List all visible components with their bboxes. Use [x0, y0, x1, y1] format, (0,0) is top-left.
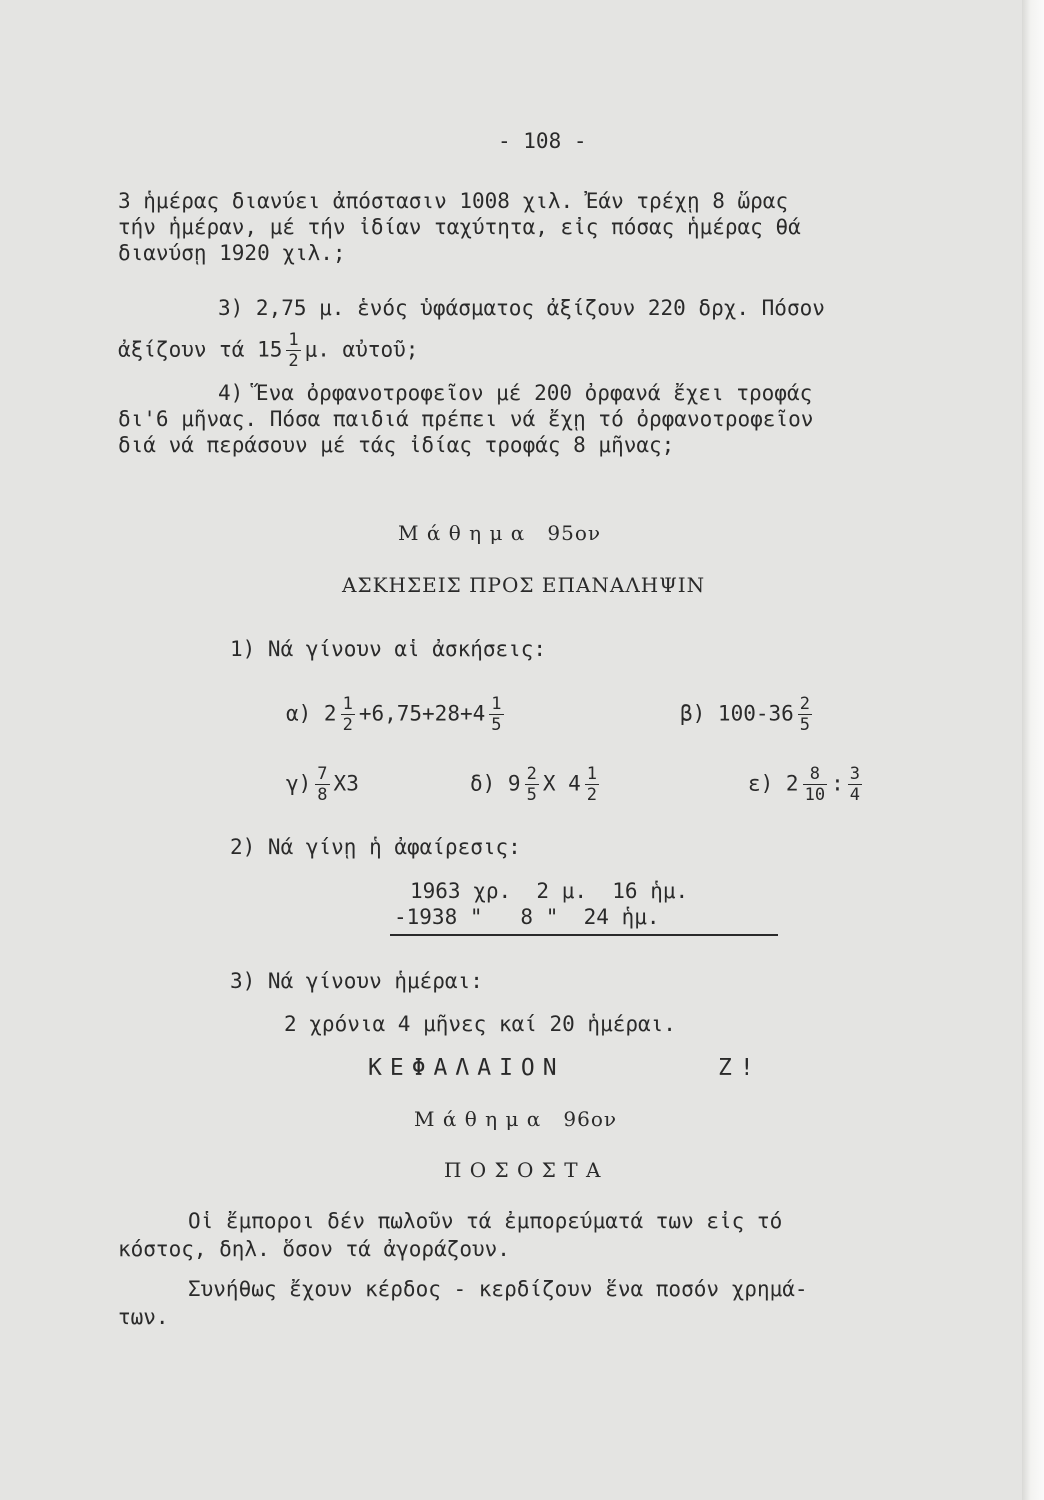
ex1-e-label: ε) 2 [748, 771, 799, 796]
fraction [585, 764, 599, 805]
frac-numerator: 3 [849, 764, 860, 784]
intro-line-2: τήν ἡμέραν, μέ τήν ἰδίαν ταχύτητα, εἰς πόσας ἡμέρας θά [118, 215, 801, 239]
problem3-line1: 3) 2,75 μ. ἑνός ὑφάσματος ἀξίζουν 220 δρχ. Πόσον [218, 296, 825, 320]
problem4-line1: 4) Ἕνα ὀρφανοτροφεῖον μέ 200 ὀρφανά ἔχει τροφάς [218, 381, 813, 405]
fraction [315, 764, 329, 805]
frac-denominator: 2 [288, 351, 299, 371]
ex1-label: 1) Νά γίνουν αἱ ἀσκήσεις: [230, 637, 547, 661]
lesson96-subtitle: Π Ο Σ Ο Σ Τ Α [444, 1158, 602, 1182]
closing-line-4: των. [118, 1305, 169, 1329]
ex2-row1: 1963 χρ. 2 μ. 16 ἡμ. [410, 879, 689, 903]
fraction [848, 764, 862, 805]
frac-numerator: 1 [288, 330, 299, 350]
frac-denominator: 2 [586, 785, 598, 805]
ex3-line: 2 χρόνια 4 μῆνες καί 20 ἡμέραι. [284, 1012, 676, 1036]
closing-line-1: Οἱ ἔμποροι δέν πωλοῦν τά ἐμπορεύματά των εἰς τό [188, 1209, 783, 1233]
frac-denominator: 4 [849, 785, 860, 805]
frac-numerator: 1 [586, 764, 598, 784]
ex2-row2: -1938 " 8 " 24 ἡμ. [394, 905, 660, 929]
frac-numerator: 2 [799, 694, 811, 714]
frac-numerator: 7 [317, 764, 328, 784]
intro-line-1: 3 ἡμέρας διανύει ἀπόστασιν 1008 χιλ. Ἐάν τρέχῃ 8 ὥρας [118, 189, 789, 213]
ex1-d-label: δ) 9 [470, 771, 521, 796]
ex1-d-mid: X 4 [542, 771, 581, 796]
page-edge [1022, 0, 1044, 1500]
chapter-title: ΚΕΦΑΛΑΙΟΝ [368, 1055, 565, 1081]
fraction [798, 694, 812, 735]
frac-denominator: 5 [526, 785, 537, 805]
frac-numerator: 2 [526, 764, 537, 784]
intro-line-3: διανύσῃ 1920 χιλ.; [118, 241, 346, 265]
ex1-b-label: β) 100-36 [680, 701, 794, 726]
ex1-b [680, 694, 816, 735]
ex1-g [286, 764, 359, 805]
closing-line-3: Συνήθως ἔχουν κέρδος - κερδίζουν ἕνα ποσόν χρημά- [188, 1277, 808, 1301]
page-number: - 108 - [498, 129, 587, 153]
fraction [286, 330, 300, 371]
frac-numerator: 1 [342, 694, 353, 714]
ex1-e-mid: : [831, 771, 844, 796]
ex2-label: 2) Νά γίνῃ ἡ ἀφαίρεσις: [230, 835, 521, 859]
frac-denominator: 5 [491, 715, 502, 735]
problem4-line2: δι'6 μῆνας. Πόσα παιδιά πρέπει νά ἔχῃ τό ὀρφανοτροφεῖον [118, 407, 814, 431]
fraction [803, 764, 827, 805]
frac-denominator: 2 [342, 715, 353, 735]
ex1-g-suffix: X3 [333, 771, 359, 796]
subtraction-rule [390, 934, 778, 936]
fraction [489, 694, 503, 735]
problem3-prefix: ἀξίζουν τά 15 [118, 337, 283, 362]
fraction [525, 764, 539, 805]
ex1-d [470, 764, 603, 805]
frac-denominator: 5 [799, 715, 811, 735]
frac-denominator: 10 [804, 785, 826, 805]
frac-denominator: 8 [317, 785, 328, 805]
ex1-a-mid: +6,75+28+4 [358, 701, 486, 726]
frac-numerator: 8 [803, 764, 827, 785]
lesson95-title: Μ ά θ η μ α 95ον [398, 521, 602, 545]
problem4-line3: διά νά περάσουν μέ τάς ἰδίας τροφάς 8 μῆνας; [118, 433, 675, 457]
lesson95-subtitle: ΑΣΚΗΣΕΙΣ ΠΡΟΣ ΕΠΑΝΑΛΗΨΙΝ [342, 573, 706, 597]
ex1-a-label: α) 2 [286, 701, 337, 726]
fraction [341, 694, 355, 735]
ex1-g-label: γ) [286, 771, 312, 796]
ex3-label: 3) Νά γίνουν ἡμέραι: [230, 969, 483, 993]
ex1-e [748, 764, 866, 805]
problem3-suffix: μ. αὐτοῦ; [304, 337, 419, 362]
closing-line-2: κόστος, δηλ. ὅσον τά ἀγοράζουν. [118, 1237, 510, 1261]
lesson96-title: Μ ά θ η μ α 96ον [414, 1107, 618, 1131]
frac-numerator: 1 [491, 694, 502, 714]
chapter-number: Ζ! [718, 1055, 762, 1081]
problem3-line2 [118, 330, 418, 371]
ex1-a [286, 694, 508, 735]
